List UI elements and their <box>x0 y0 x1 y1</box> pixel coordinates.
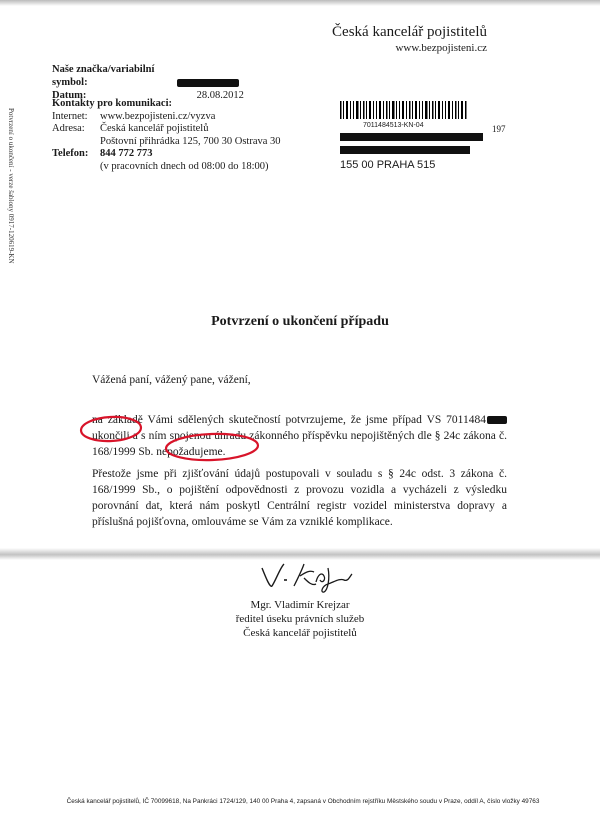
recipient-code: 197 <box>492 124 506 134</box>
signature-block <box>0 598 600 640</box>
date-value: 28.08.2012 <box>196 90 244 101</box>
symbol-label: Naše značka/variabilní symbol: <box>52 64 155 88</box>
letter-title: Potvrzení o ukončení případu <box>211 314 389 329</box>
contacts-block <box>52 98 281 173</box>
internet-link[interactable]: www.bezpojisteni.cz/vyzva <box>100 110 216 122</box>
letter-greeting: Vážená paní, vážený pane, vážení, <box>92 374 251 386</box>
paper-fold-shadow <box>0 548 600 560</box>
handwritten-signature <box>258 560 356 594</box>
side-note-text: Potvrzení o ukončení - verze šablony 0917-120619-KN <box>7 108 15 264</box>
company-website: www.bezpojisteni.cz <box>395 42 487 54</box>
contacts-heading: Kontakty pro komunikaci: <box>52 98 172 109</box>
recipient-city: 155 00 PRAHA 515 <box>340 159 436 171</box>
address-line-2: Poštovní přihrádka 125, 700 30 Ostrava 30 <box>100 135 281 147</box>
address-label: Adresa: <box>52 123 85 134</box>
redacted-symbol <box>177 79 239 87</box>
word-nepozadujeme: nepožadujeme <box>156 446 223 458</box>
barcode-graphic <box>340 101 468 119</box>
p1-part-e: . <box>222 446 226 458</box>
reference-block <box>52 63 244 102</box>
redacted-recipient-street <box>340 146 470 154</box>
page-footer: Česká kancelář pojistitelů, IČ 70099618, Na Pankráci 1724/129, 140 00 Praha 4, zapsaná v Obchodním rejstříku Městského soudu v Praze, oddíl A, číslo vložky 49763 <box>66 798 540 805</box>
p1-part-a: na základě Vámi sdělených skutečností potvrzujeme, že jsme případ VS 7011484 <box>92 414 486 426</box>
paragraph-apology: Přestože jsme při zjišťování údajů postupovali v souladu s § 24c odst. 3 zákona č. 168/1999 Sb., o pojištění odpovědnosti z provozu vozidla a vycházeli z výsledku porovnání dat, která nám poskytl Centrální registr vozidel ministerstva dopravy a příslušná pojišťovna, omlouváme se Vám za vzniklé komplikace. <box>92 468 507 528</box>
redacted-recipient-name <box>340 133 483 141</box>
address-line-1: Česká kancelář pojistitelů <box>100 123 209 134</box>
company-name: Česká kancelář pojistitelů <box>332 24 487 40</box>
phone-number: 844 772 773 <box>100 148 153 159</box>
template-side-note <box>3 108 17 298</box>
internet-label: Internet: <box>52 110 88 122</box>
paragraph-confirmation <box>92 412 507 460</box>
barcode-number: 7011484513-KN-04 <box>363 122 424 129</box>
signer-position: ředitel úseku právních služeb <box>235 613 365 625</box>
phone-label: Telefon: <box>52 148 89 159</box>
date-label: Datum: <box>52 90 87 101</box>
scan-shadow-top <box>0 0 600 6</box>
signer-company: Česká kancelář pojistitelů <box>243 627 357 639</box>
signer-name: Mgr. Vladimír Krejzar <box>250 599 350 611</box>
redacted-case-number <box>487 416 507 424</box>
phone-hours: (v pracovních dnech od 08:00 do 18:00) <box>100 160 269 172</box>
p1-part-c: a s ním spojenou úhradu zákonného příspěvku nepojištěných dle § 24c zákona č. 168/1999 Sb. <box>92 430 507 458</box>
word-ukoncili: ukončili <box>92 430 130 442</box>
